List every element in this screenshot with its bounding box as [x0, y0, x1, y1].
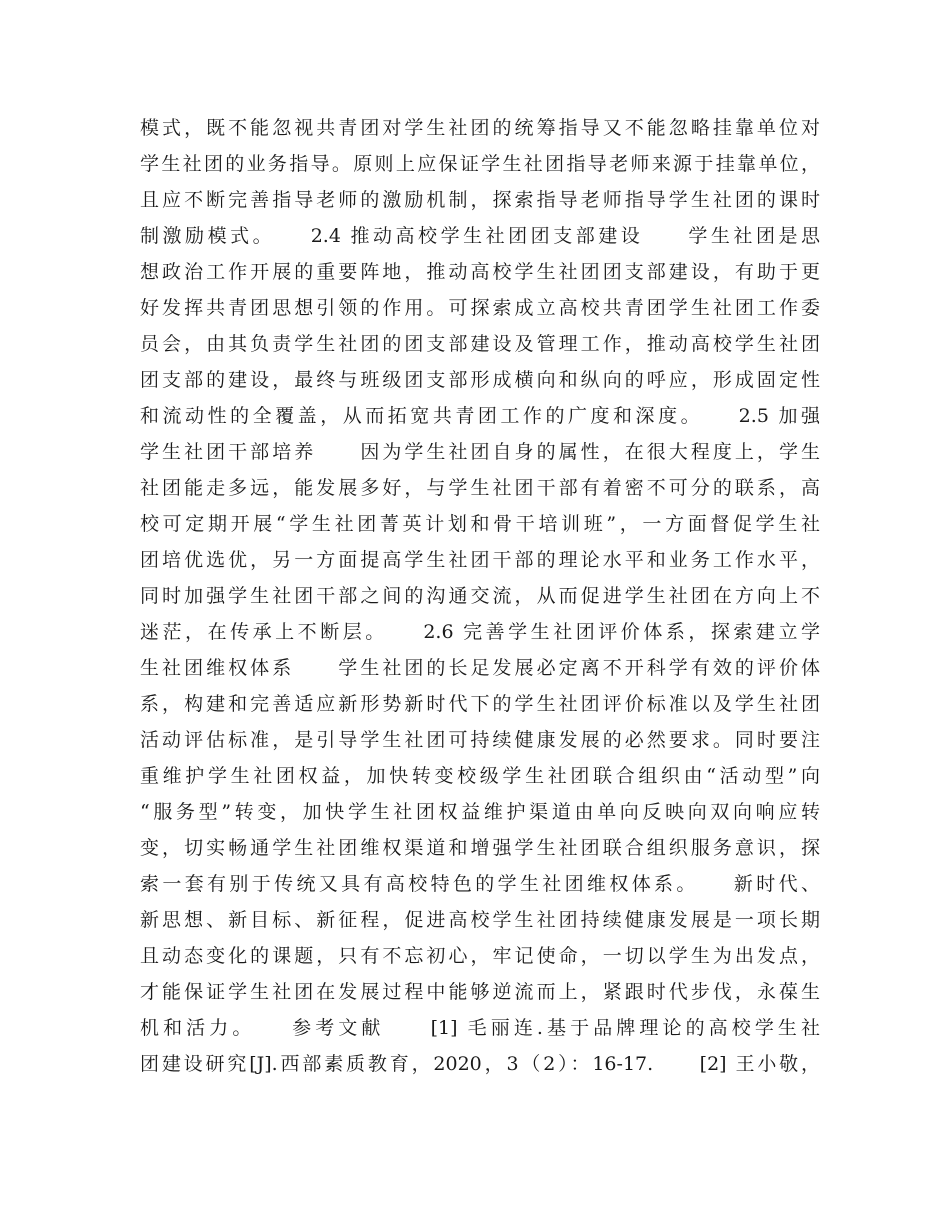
- text-line-13: 团培优选优，另一方面提高学生社团干部的理论水平和业务工作水平，: [140, 549, 820, 571]
- text-line-3: 且应不断完善指导老师的激励机制，探索指导老师指导学生社团的课时: [140, 189, 820, 211]
- text-line-24: 且动态变化的课题，只有不忘初心，牢记使命，一切以学生为出发点，: [140, 945, 820, 967]
- text-line-20: “服务型”转变，加快学生社团权益维护渠道由单向反映向双向响应转: [140, 801, 820, 823]
- text-line-12: 校可定期开展“学生社团菁英计划和骨干培训班”，一方面督促学生社: [140, 513, 820, 535]
- text-line-1: 模式，既不能忽视共青团对学生社团的统筹指导又不能忽略挂靠单位对: [140, 117, 820, 139]
- text-line-21: 变，切实畅通学生社团维权渠道和增强学生社团联合组织服务意识，探: [140, 837, 820, 859]
- text-line-23: 新思想、新目标、新征程，促进高校学生社团持续健康发展是一项长期: [140, 909, 820, 931]
- body-text: [140, 110, 820, 1082]
- text-line-7: 员会，由其负责学生社团的团支部建设及管理工作，推动高校学生社团: [140, 333, 820, 355]
- text-line-15: 迷茫，在传承上不断层。 2.6 完善学生社团评价体系，探索建立学: [140, 621, 820, 643]
- text-line-18: 活动评估标准，是引导学生社团可持续健康发展的必然要求。同时要注: [140, 729, 820, 751]
- text-line-9: 和流动性的全覆盖，从而拓宽共青团工作的广度和深度。 2.5 加强: [140, 405, 820, 427]
- text-line-11: 社团能走多远，能发展多好，与学生社团干部有着密不可分的联系，高: [140, 477, 820, 499]
- text-line-10: 学生社团干部培养 因为学生社团自身的属性，在很大程度上，学生: [140, 441, 820, 463]
- text-line-27: 团建设研究[J].西部素质教育，2020，3（2）：16-17. [2] 王小敬，: [140, 1053, 820, 1075]
- text-line-2: 学生社团的业务指导。原则上应保证学生社团指导老师来源于挂靠单位，: [140, 153, 820, 175]
- text-line-19: 重维护学生社团权益，加快转变校级学生社团联合组织由“活动型”向: [140, 765, 820, 787]
- text-line-26: 机和活力。 参考文献 [1] 毛丽连.基于品牌理论的高校学生社: [140, 1017, 820, 1039]
- text-line-25: 才能保证学生社团在发展过程中能够逆流而上，紧跟时代步伐，永葆生: [140, 981, 820, 1003]
- text-line-16: 生社团维权体系 学生社团的长足发展必定离不开科学有效的评价体: [140, 657, 820, 679]
- text-line-22: 索一套有别于传统又具有高校特色的学生社团维权体系。 新时代、: [140, 873, 820, 895]
- text-line-4: 制激励模式。 2.4 推动高校学生社团团支部建设 学生社团是思: [140, 225, 820, 247]
- text-line-17: 系，构建和完善适应新形势新时代下的学生社团评价标准以及学生社团: [140, 693, 820, 715]
- text-line-6: 好发挥共青团思想引领的作用。可探索成立高校共青团学生社团工作委: [140, 297, 820, 319]
- text-line-14: 同时加强学生社团干部之间的沟通交流，从而促进学生社团在方向上不: [140, 585, 820, 607]
- text-line-8: 团支部的建设，最终与班级团支部形成横向和纵向的呼应，形成固定性: [140, 369, 820, 391]
- text-line-5: 想政治工作开展的重要阵地，推动高校学生社团团支部建设，有助于更: [140, 261, 820, 283]
